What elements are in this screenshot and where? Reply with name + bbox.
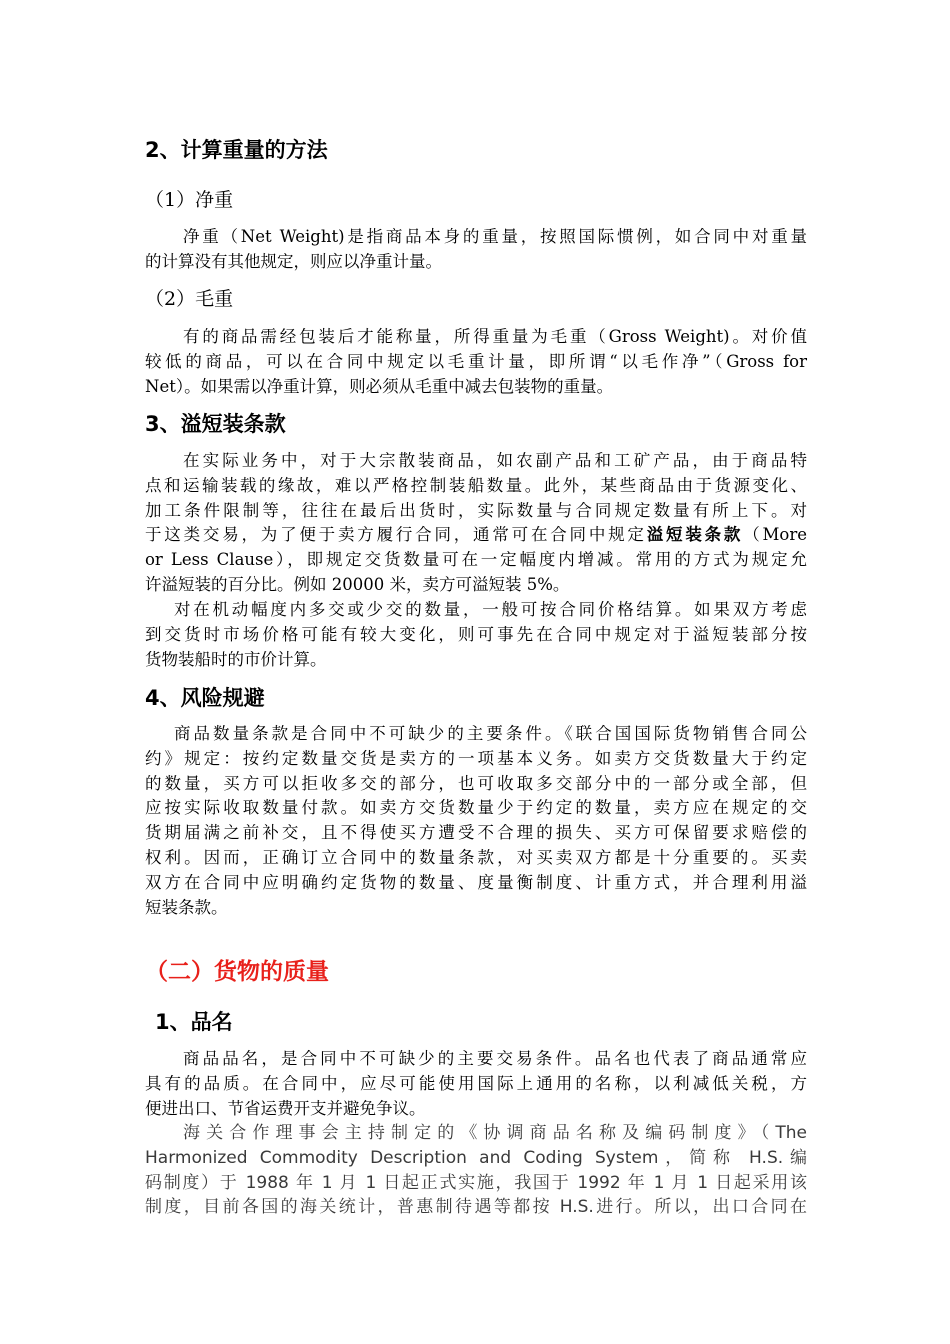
text-line: 净重（Net Weight)是指商品本身的重量，按照国际惯例，如合同中对重量	[183, 227, 807, 246]
text-line	[145, 523, 807, 548]
text-line: 在实际业务中，对于大宗散装商品，如农副产品和工矿产品，由于商品特	[183, 451, 807, 470]
text-line: 商品数量条款是合同中不可缺少的主要条件。《联合国国际货物销售合同公	[174, 724, 807, 743]
text-line: 货物装船时的市价计算。	[145, 649, 327, 669]
text-line: 加工条件限制等，往往在最后出货时，实际数量与合同规定数量有所上下。对	[145, 500, 807, 520]
text-line: 商品品名，是合同中不可缺少的主要交易条件。品名也代表了商品通常应	[183, 1049, 807, 1068]
text-line: 码制度）于 1988 年 1 月 1 日起正式实施，我国于 1992 年 1 月 1 日起采用该	[145, 1172, 807, 1193]
text-line: 有的商品需经包装后才能称量，所得重量为毛重（Gross Weight)。对价值	[183, 327, 807, 346]
subsection-title-gross-weight: （2）毛重	[145, 288, 234, 310]
section-title-product-name: 1、品名	[155, 1010, 233, 1034]
paragraph-product-name	[145, 1047, 807, 1121]
text-line: 点和运输装载的缘故，难以严格控制装船数量。此外，某些商品由于货源变化、	[145, 475, 807, 495]
text-line: 应按实际收取数量付款。如卖方交货数量少于约定的数量，卖方应在规定的交	[145, 798, 807, 818]
text-line: Net）。如果需以净重计算，则必须从毛重中减去包装物的重量。	[145, 376, 614, 396]
paragraph-hs-code	[145, 1121, 807, 1220]
text-line: 具有的品质。在合同中，应尽可能使用国际上通用的名称，以利减低关税，方	[145, 1073, 807, 1093]
paragraph-net-weight	[145, 225, 807, 275]
keyword-more-or-less-clause: 溢短装条款	[646, 525, 744, 545]
text-line: 便进出口、节省运费开支并避免争议。	[145, 1098, 426, 1118]
text-line: Harmonized Commodity Description and Coding System，简称 H.S.编	[145, 1147, 807, 1168]
section-title-more-or-less: 3、溢短装条款	[145, 412, 286, 436]
text-line: 的数量，买方可以拒收多交的部分，也可收取多交部分中的一部分或全部，但	[145, 773, 807, 793]
text-line: or Less Clause），即规定交货数量可在一定幅度内增减。常用的方式为规定允	[145, 550, 807, 570]
text-line: 较低的商品，可以在合同中规定以毛重计量，即所谓“以毛作净”（Gross for	[145, 351, 807, 371]
paragraph-gross-weight	[145, 325, 807, 399]
text-line: 双方在合同中应明确约定货物的数量、度量衡制度、计重方式，并合理利用溢	[145, 872, 807, 892]
text-line: 制度，目前各国的海关统计，普惠制待遇等都按 H.S.进行。所以，出口合同在	[145, 1197, 807, 1218]
text-line: 权利。因而，正确订立合同中的数量条款，对买卖双方都是十分重要的。买卖	[145, 847, 807, 867]
text-line: 许溢短装的百分比。例如 20000 米，卖方可溢短装 5%。	[145, 574, 570, 594]
text-line: 海关合作理事会主持制定的《协调商品名称及编码制度》（The	[183, 1123, 807, 1143]
subsection-title-net-weight: （1）净重	[145, 189, 234, 211]
text-line: 对在机动幅度内多交或少交的数量，一般可按合同价格结算。如果双方考虑	[174, 600, 807, 619]
paragraph-more-or-less-clause	[145, 449, 807, 598]
section-title-weight-method: 2、计算重量的方法	[145, 138, 328, 162]
paragraph-price-settlement	[145, 598, 807, 672]
paragraph-risk-avoidance	[145, 722, 807, 920]
text-line: 约》规定：按约定数量交货是卖方的一项基本义务。如卖方交货数量大于约定	[145, 748, 807, 768]
chapter-title-goods-quality: （二）货物的质量	[145, 959, 329, 985]
text-segment: （More	[743, 525, 808, 545]
text-segment: 于这类交易，为了便于卖方履行合同，通常可在合同中规定	[145, 525, 647, 545]
text-line: 货期届满之前补交，且不得使买方遭受不合理的损失、买方可保留要求赔偿的	[145, 823, 807, 843]
section-title-risk-avoidance: 4、风险规避	[145, 686, 265, 710]
text-line: 短装条款。	[145, 897, 228, 917]
text-line: 的计算没有其他规定，则应以净重计量。	[145, 251, 442, 271]
text-line: 到交货时市场价格可能有较大变化，则可事先在合同中规定对于溢短装部分按	[145, 624, 807, 644]
